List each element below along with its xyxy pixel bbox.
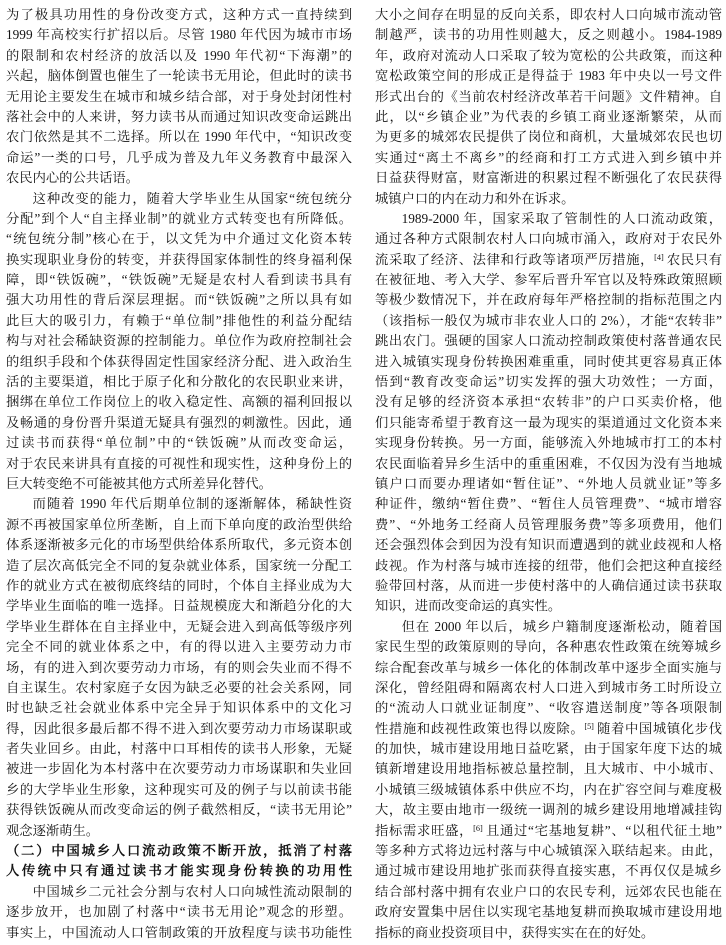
paragraph bbox=[375, 617, 722, 943]
text-line: 但在 2000 年以后，城乡户籍制度逐渐松动，随着国 bbox=[401, 618, 722, 634]
citation-marker: [5] bbox=[584, 721, 594, 731]
citation-marker: [6] bbox=[473, 823, 483, 833]
text-line: 落社会中的人来讲，努力读书从而通过知识改变命运跳出 bbox=[6, 108, 352, 124]
text-line: 通过各种方式限制农村人口向城市涌入，政府对于农民外 bbox=[375, 231, 722, 247]
text-line: 而随着 1990 年代后期单位制的逐渐解体，稀缺性资 bbox=[32, 496, 352, 512]
text-line: 制越严，读书的功用性则越大，反之则越小。1984-1989 bbox=[375, 27, 722, 43]
text-line: 源不再被国家单位所垄断，自上而下单向度的政治型供给 bbox=[6, 516, 352, 532]
text-line: 大小之间存在明显的反向关系，即农村人口向城市流动管 bbox=[375, 7, 722, 22]
text-segment: 随着中国城镇化步伐 bbox=[596, 720, 722, 736]
text-segment: 且通过“宅基地复耕”、“以租代征土地” bbox=[485, 822, 722, 838]
text-line: 获得铁饭碗从而改变命运的例子截然相反，“读书无用论” bbox=[6, 802, 352, 818]
text-line: 年，政府对流动人口采取了较为宽松的公共政策，而这种 bbox=[375, 47, 722, 63]
text-line: 的“流动人口就业证制度”、“收容遣送制度”等各项限制 bbox=[375, 700, 722, 716]
text-line: 宽松政策空间的形成正是得益于 1983 年中央以一号文件 bbox=[375, 68, 722, 84]
text-line: 实现身份转换。另一方面，能够流入外地城市打工的本村 bbox=[375, 435, 722, 451]
text-line: 大，故主要由地市一级统一调剂的城乡建设用地增减挂钩 bbox=[375, 802, 722, 818]
text-line: 活的主要渠道，相比于原子化和分散化的农民职业来讲， bbox=[6, 374, 352, 390]
section-heading bbox=[6, 841, 352, 882]
text-line: 构与对社会稀缺资源的控制能力。单位作为政府控制社会 bbox=[6, 333, 352, 349]
citation-marker: [4] bbox=[654, 252, 664, 262]
text-line: 悟到“教育改变命运”切实发挥的强大功效性；一方面， bbox=[375, 374, 722, 390]
text-line: 命运”一类的口号，几乎成为普及九年义务教育中最深入 bbox=[6, 149, 352, 165]
text-line: 巨大转变绝不可能被其他方式所差异化替代。 bbox=[6, 475, 272, 491]
text-line: 这种改变的能力，随着大学毕业生从国家“统包统分 bbox=[32, 190, 352, 206]
text-column-left bbox=[6, 5, 352, 943]
paragraph bbox=[6, 882, 352, 943]
text-line: 1999 年高校实行扩招以后。尽管 1980 年代因为城市市场 bbox=[6, 27, 352, 43]
text-line: 歧视。作为村落与城市连接的纽带，他们会把这种直接经 bbox=[375, 557, 722, 573]
text-line: 学毕业生面临的唯一选择。日益规模庞大和渐趋分化的大 bbox=[6, 598, 352, 614]
text-line: （该指标一般仅为城市非农业人口的 2%），才能“农转非” bbox=[375, 312, 722, 328]
text-line: 知识，进而改变命运的真实性。 bbox=[375, 598, 562, 614]
text-line: 农门依然是其不二选择。所以在 1990 年代中，“知识改变 bbox=[6, 129, 352, 145]
text-line: 学毕业生群体在自主择业中，无疑会进入到高低等级序列 bbox=[6, 618, 352, 634]
text-line: 作的就业方式在被彻底终结的同时，个体自主择业成为大 bbox=[6, 577, 352, 593]
text-line: 农民内心的公共话语。 bbox=[6, 170, 139, 186]
text-segment: 性措施和歧视性政策也得以废除。 bbox=[375, 720, 585, 736]
text-line: 1989-2000 年，国家采取了管制性的人口流动政策， bbox=[401, 210, 722, 226]
text-line: 此巨大的吸引力，有赖于“单位制”排他性的利益分配结 bbox=[6, 312, 352, 328]
text-line: 进入城镇实现身份转换困难重重，同时使其更容易真正体 bbox=[375, 353, 722, 369]
text-line: 无用论主要发生在城市和城乡结合部，对于身处封闭性村 bbox=[6, 88, 352, 104]
text-line: 镇新增建设用地指标被总量控制，且大城市、中小城市、 bbox=[375, 761, 722, 777]
text-line: 费”、“外地务工经商人员管理服务费”等多项费用，他们 bbox=[375, 516, 722, 532]
text-line: 对于农民来讲具有直接的可视性和现实性，这种身份上的 bbox=[6, 455, 352, 471]
text-line: 结合部村落中拥有农业户口的农民专利，远郊农民也能在 bbox=[375, 883, 722, 899]
text-line: 城镇户口的内在动力和外在诉求。 bbox=[375, 190, 575, 206]
text-line: 换实现职业身份的转变，并获得国家体制性的终身福利保 bbox=[6, 251, 352, 267]
text-line bbox=[375, 719, 722, 739]
paragraph bbox=[375, 5, 722, 209]
text-line: 跳出农门。强硬的国家人口流动控制政策使村落普通农民 bbox=[375, 333, 722, 349]
text-line: 过读书而获得“单位制”中的“铁饭碗”从而改变命运， bbox=[6, 435, 352, 451]
text-line: 等多种方式将边远村落与中心城镇深入联结起来。由此， bbox=[375, 843, 722, 859]
text-line: 为了极具功用性的身份改变方式，这种方式一直持续到 bbox=[6, 7, 352, 22]
text-line: 种证件，缴纳“暂住费”、“暂住人员管理费”、“城市增容 bbox=[375, 496, 722, 512]
text-line: 实通过“离土不离乡”的经商和打工方式进入到乡镇中并 bbox=[375, 149, 722, 165]
text-line: 深化，曾经阻碍和隔离农村人口进入到城市务工时所设立 bbox=[375, 679, 722, 695]
text-line: 得，因此很多最后都不得不进入到次要劳动力市场谋职或 bbox=[6, 720, 352, 736]
text-line: 事实上，中国流动人口管制政策的开放程度与读书功能性 bbox=[6, 924, 352, 940]
text-line: 观念逐渐萌生。 bbox=[6, 822, 100, 838]
text-line: 兴起，脑体倒置也催生了一轮读书无用论，但此时的读书 bbox=[6, 68, 352, 84]
paragraph bbox=[375, 209, 722, 617]
text-line: “统包统分制”核心在于，以文凭为中介通过文化资本转 bbox=[6, 231, 352, 247]
text-segment: 流采取了经济、法律和行政等诸项严厉措施， bbox=[375, 251, 655, 267]
text-line: 镇户口而要办理诸如“暂住证”、“外地人员就业证”等多 bbox=[375, 475, 722, 491]
text-line: 的加快，城市建设用地日益吃紧，由于国家年度下达的城 bbox=[375, 741, 722, 757]
text-column-right bbox=[375, 5, 722, 943]
text-line: 此，以“乡镇企业”为代表的乡镇工商业逐渐繁荣，从而 bbox=[375, 108, 722, 124]
text-line: （二）中国城乡人口流动政策不断开放，抵消了村落 bbox=[6, 843, 352, 859]
text-line: 综合配套改革与城乡一体化的体制改革中逐步全面实施与 bbox=[375, 659, 722, 675]
text-line: 分配”到个人“自主择业制”的就业方式转变也有所降低。 bbox=[6, 210, 352, 226]
text-line: 们只能寄希望于教育这一最为现实的渠道通过文化资本来 bbox=[375, 414, 722, 430]
text-line: 为更多的城郊农民提供了岗位和商机，大量城郊农民也切 bbox=[375, 129, 722, 145]
text-line: 强大功用性的背后深层理据。而“铁饭碗”之所以具有如 bbox=[6, 292, 352, 308]
text-line: 小城镇三级城镇体系中供应不均，内在扩容空间与难度极 bbox=[375, 781, 722, 797]
text-line bbox=[375, 250, 722, 270]
text-line: 时也缺乏社会就业体系中完全异于知识体系中的文化习 bbox=[6, 700, 352, 716]
text-line: 农民面临着异乡生活中的重重困难，不仅因为没有当地城 bbox=[375, 455, 722, 471]
text-line: 障，即“铁饭碗”，“铁饭碗”无疑是农村人看到读书具有 bbox=[6, 272, 352, 288]
text-line: 在被征地、考入大学、参军后晋升军官以及特殊政策照顾 bbox=[375, 272, 722, 288]
text-line: 被进一步固化为本村落中在次要劳动力市场谋职和失业回 bbox=[6, 761, 352, 777]
text-line: 及畅通的身份晋升渠道无疑具有强烈的刺激性。因此，通 bbox=[6, 414, 352, 430]
paragraph bbox=[6, 494, 352, 841]
text-line bbox=[375, 821, 722, 841]
text-line: 等极少数情况下，并在政府每年严格控制的指标范围之内 bbox=[375, 292, 722, 308]
text-line: 体系逐渐被多元化的市场型供给体系所取代，多元资本创 bbox=[6, 537, 352, 553]
text-segment: 农民只有 bbox=[666, 251, 722, 267]
text-line: 还会强烈体会到因为没有知识而遭遇到的就业歧视和人格 bbox=[375, 537, 722, 553]
text-line: 家民生型的政策原则的导向，各种惠农性政策在统筹城乡 bbox=[375, 639, 722, 655]
text-line: 指标的商业投资项目中，获得实实在在的好处。 bbox=[375, 924, 655, 940]
paragraph bbox=[6, 189, 352, 495]
text-line: 通过城市建设用地扩张而获得直接实惠，不再仅仅是城乡 bbox=[375, 863, 722, 879]
text-line: 逐步放开，也加剧了村落中“读书无用论”观念的形塑。 bbox=[6, 904, 352, 920]
text-line: 中国城乡二元社会分割与农村人口向城性流动限制的 bbox=[32, 883, 352, 899]
text-line: 自主谋生。农村家庭子女因为缺乏必要的社会关系网，同 bbox=[6, 679, 352, 695]
text-line: 捆绑在单位工作岗位上的收入稳定性、高额的福利回报以 bbox=[6, 394, 352, 410]
text-line: 造了层次高低完全不同的复杂就业体系，国家统一分配工 bbox=[6, 557, 352, 573]
text-line: 验带回村落，从而进一步使村落中的人确信通过读书获取 bbox=[375, 577, 722, 593]
text-line: 的组织手段和个体获得固定性国家经济分配、进入政治生 bbox=[6, 353, 352, 369]
paragraph bbox=[6, 5, 352, 189]
text-line: 人传统中只有通过读书才能实现身份转换的功用性 bbox=[6, 863, 352, 879]
text-line: 政府安置集中居住以实现宅基地复耕而换取城市建设用地 bbox=[375, 904, 722, 920]
text-line: 没有足够的经济资本承担“农转非”的户口买卖价格，他 bbox=[375, 394, 722, 410]
text-line: 乡的大学毕业生形象，这种现实可及的例子与以前读书能 bbox=[6, 781, 352, 797]
text-line: 日益获得财富，财富渐进的积累过程不断强化了农民获得 bbox=[375, 170, 722, 186]
text-segment: 指标需求旺盛， bbox=[375, 822, 474, 838]
text-line: 者失业回乡。由此，村落中口耳相传的读书人形象，无疑 bbox=[6, 741, 352, 757]
text-line: 的限制和农村经济的放活以及 1990 年代初“下海潮”的 bbox=[6, 47, 352, 63]
text-line: 形式出台的《当前农村经济改革若干问题》文件精神。自 bbox=[375, 88, 722, 104]
text-line: 场，有的进入到次要劳动力市场，有的则会失业而不得不 bbox=[6, 659, 352, 675]
text-line: 完全不同的就业体系之中，有的得以进入主要劳动力市 bbox=[6, 639, 352, 655]
